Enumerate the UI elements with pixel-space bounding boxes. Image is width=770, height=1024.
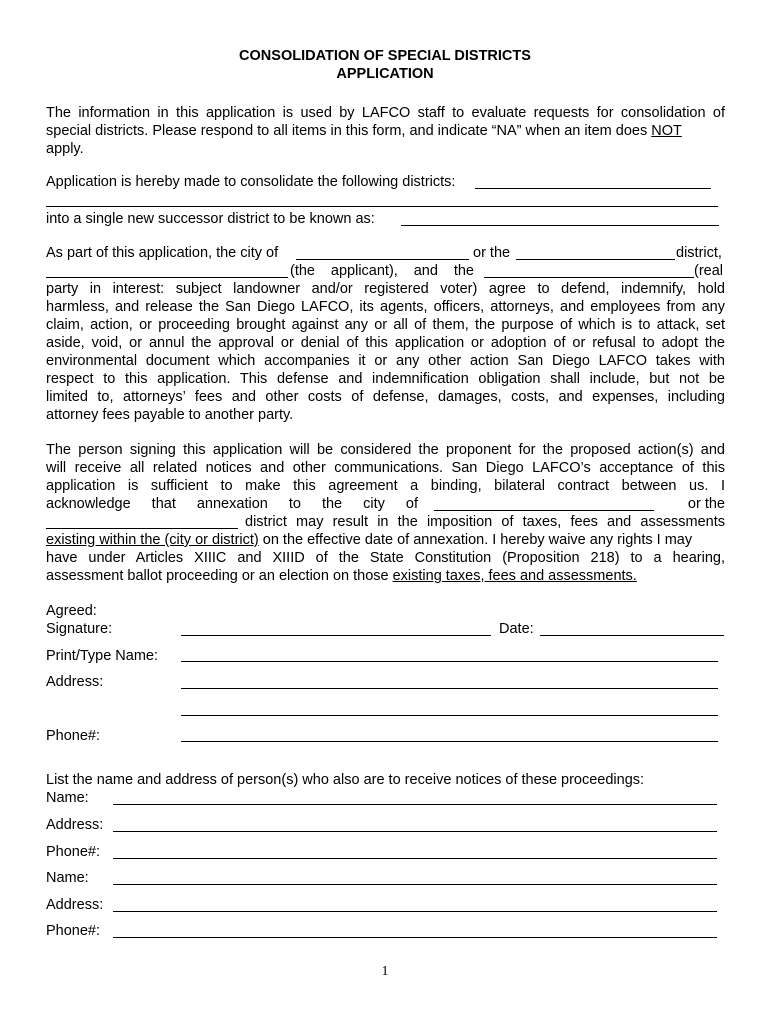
notice-phone-label-1: Phone#: — [46, 844, 101, 860]
annexation-or-the-label: or the — [687, 496, 725, 512]
successor-district-field[interactable] — [401, 225, 719, 226]
successor-district-label: into a single new successor district to be known as: — [46, 211, 375, 227]
proponent-line-1: The person signing this application will be considered the proponent for the proposed action(s) and — [46, 442, 725, 458]
annexation-city-field[interactable] — [434, 510, 654, 511]
notice-address-field-2[interactable] — [113, 911, 717, 912]
indemnity-line-6: aside, void, or annul the approval or denial of this application or adoption of or refusal to adopt the — [46, 335, 725, 351]
proponent-line-5: district may result in the imposition of taxes, fees and assessments — [245, 514, 725, 530]
proponent-line-6-text: on the effective date of annexation. I hereby waive any rights I may — [258, 532, 693, 548]
print-name-field[interactable] — [181, 661, 718, 662]
notice-name-label-1: Name: — [46, 790, 89, 806]
annexation-city-label: acknowledge that annexation to the city of — [46, 496, 418, 512]
date-label: Date: — [499, 621, 534, 637]
indemnity-or-the-label: or the — [473, 245, 511, 261]
indemnity-city-of-label: As part of this application, the city of — [46, 245, 279, 261]
indemnity-district-field[interactable] — [516, 259, 675, 260]
notice-name-field-2[interactable] — [113, 884, 717, 885]
proponent-line-3: application is sufficient to make this agreement a binding, bilateral contract between us. I — [46, 478, 725, 494]
proponent-line-2: will receive all related notices and other communications. San Diego LAFCO’s acceptance of this — [46, 460, 725, 476]
address-field-line-2[interactable] — [181, 715, 718, 716]
existing-within-emphasis: existing within the (city or district) — [46, 532, 259, 548]
indemnity-city-field[interactable] — [296, 259, 469, 260]
notice-phone-field-2[interactable] — [113, 937, 717, 938]
applicant-field[interactable] — [46, 277, 288, 278]
document-subtitle: APPLICATION — [336, 66, 434, 82]
consolidate-districts-field[interactable] — [475, 188, 711, 189]
proponent-line-8 — [46, 567, 725, 585]
intro-not-emphasis: NOT — [651, 123, 682, 139]
annexation-district-field[interactable] — [46, 528, 238, 529]
notice-phone-field-1[interactable] — [113, 858, 717, 859]
indemnity-district-label: district, — [676, 245, 722, 261]
existing-taxes-emphasis: existing taxes, fees and assessments. — [392, 568, 637, 584]
document-title: CONSOLIDATION OF SPECIAL DISTRICTS — [239, 48, 531, 64]
notice-phone-label-2: Phone#: — [46, 923, 101, 939]
signature-field[interactable] — [181, 635, 491, 636]
address-field[interactable] — [181, 688, 718, 689]
intro-line-2 — [46, 122, 725, 140]
intro-line-3: apply. — [46, 141, 84, 157]
applicant-label: (the applicant), and the — [290, 263, 474, 279]
phone-field[interactable] — [181, 741, 718, 742]
date-field[interactable] — [540, 635, 724, 636]
indemnity-line-4: harmless, and release the San Diego LAFCO, its agents, officers, attorneys, and employees from any — [46, 299, 725, 315]
notice-address-label-1: Address: — [46, 817, 104, 833]
signature-label: Signature: — [46, 621, 113, 637]
notices-heading: List the name and address of person(s) who also are to receive notices of these proceedings: — [46, 772, 645, 788]
indemnity-line-10: attorney fees payable to another party. — [46, 407, 294, 423]
indemnity-line-3: party in interest: subject landowner and/or registered voter) agree to defend, indemnify, hold — [46, 281, 725, 297]
indemnity-line-7: environmental document which accompanies it or any other action San Diego LAFCO takes with — [46, 353, 725, 369]
print-name-label: Print/Type Name: — [46, 648, 159, 664]
consolidate-districts-label: Application is hereby made to consolidate the following districts: — [46, 174, 456, 190]
proponent-line-8-text: assessment ballot proceeding or an election on those — [46, 568, 393, 584]
indemnity-line-9: limited to, attorneys’ fees and other costs of defense, damages, costs, and expenses, including — [46, 389, 725, 405]
page-number: 1 — [381, 964, 389, 979]
agreed-label: Agreed: — [46, 603, 97, 619]
notice-name-field-1[interactable] — [113, 804, 717, 805]
proponent-line-7: have under Articles XIIIC and XIIID of the State Constitution (Proposition 218) to a hearing, — [46, 550, 725, 566]
real-party-label: (real — [694, 263, 724, 279]
consolidate-districts-field-line-2[interactable] — [46, 206, 718, 207]
phone-label: Phone#: — [46, 728, 101, 744]
indemnity-line-8: respect to this application. This defense and indemnification obligation shall include, but not be — [46, 371, 725, 387]
notice-address-label-2: Address: — [46, 897, 104, 913]
real-party-field[interactable] — [484, 277, 694, 278]
notice-name-label-2: Name: — [46, 870, 89, 886]
address-label: Address: — [46, 674, 104, 690]
intro-line-1: The information in this application is used by LAFCO staff to evaluate requests for consolidation of — [46, 105, 725, 121]
proponent-line-6 — [46, 531, 725, 549]
intro-line-2-text: special districts. Please respond to all items in this form, and indicate “NA” when an item does — [46, 123, 652, 139]
indemnity-line-5: claim, action, or proceeding brought against any or all of them, the purpose of which is to attack, set — [46, 317, 725, 333]
notice-address-field-1[interactable] — [113, 831, 717, 832]
